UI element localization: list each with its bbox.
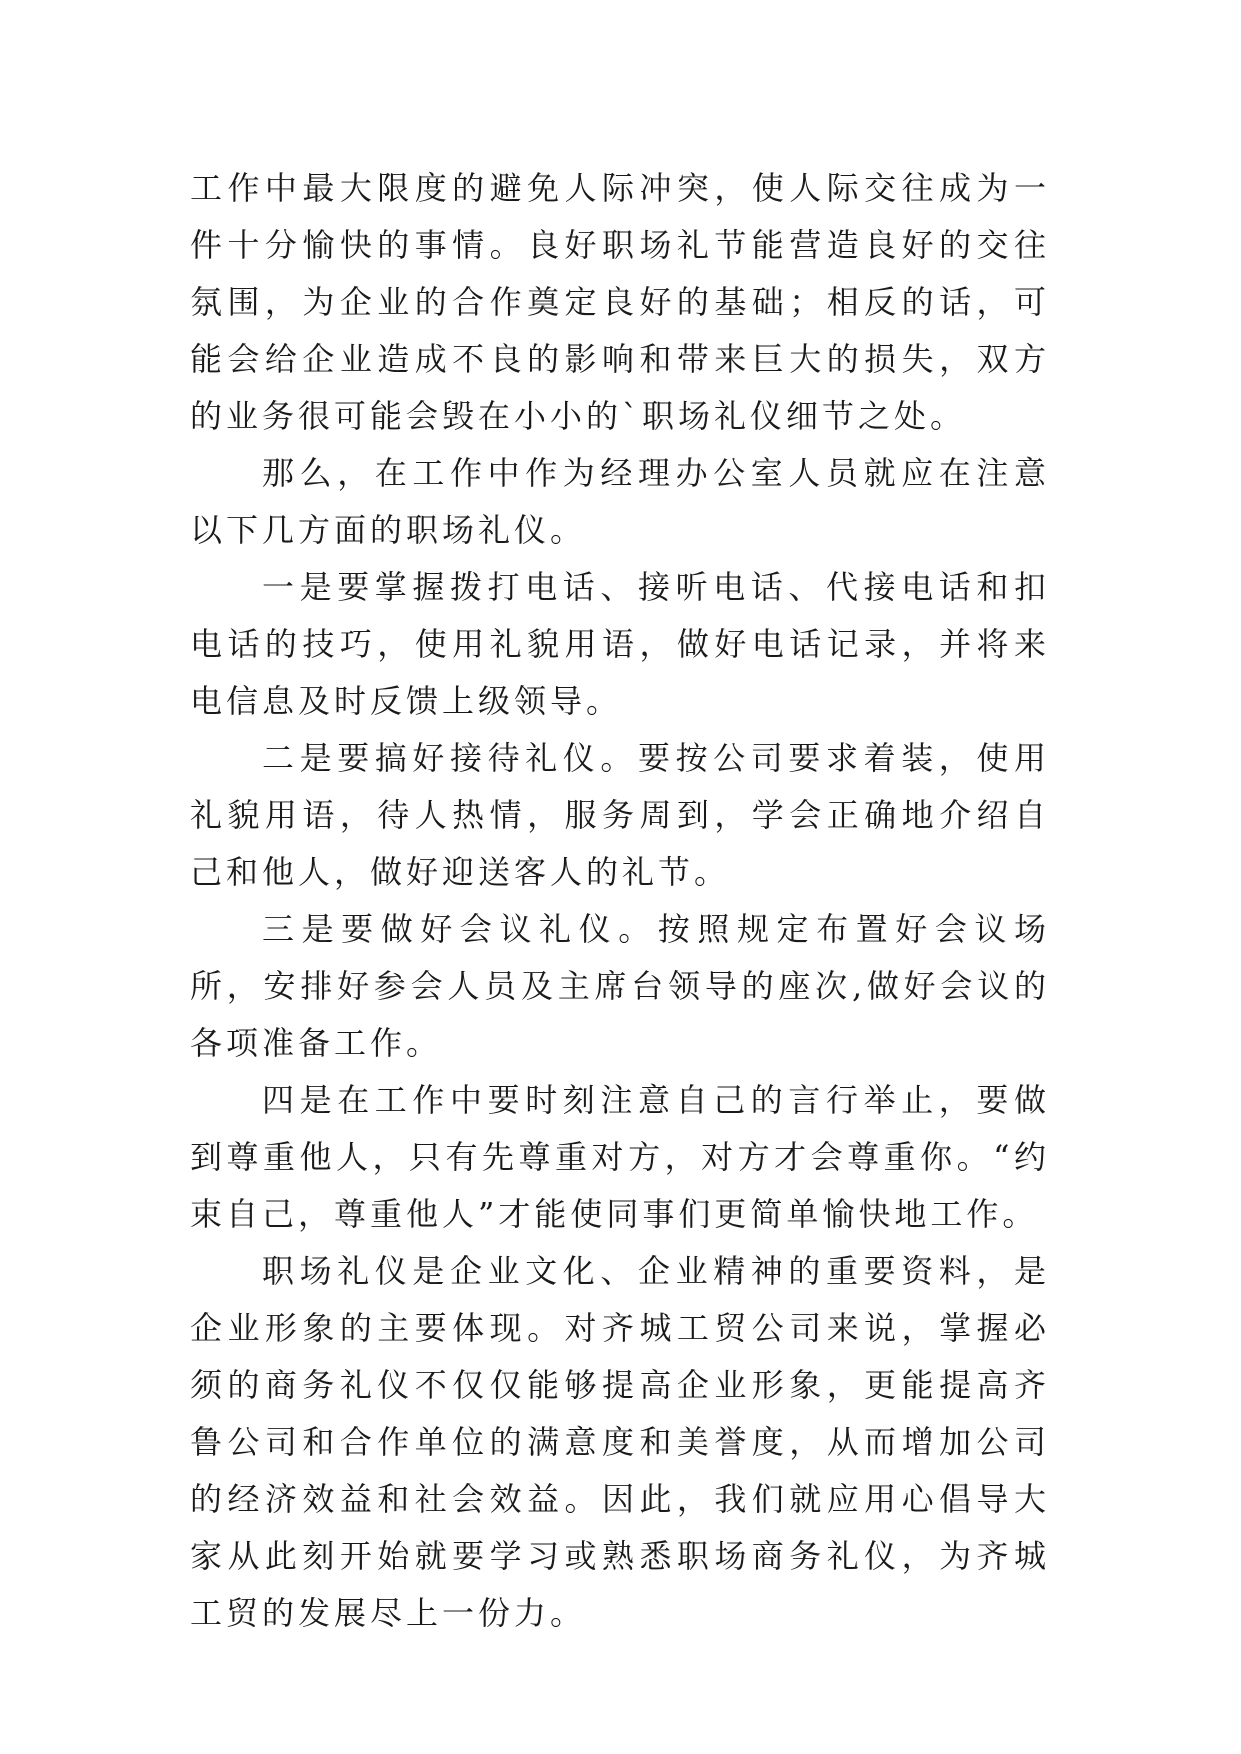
paragraph-meeting-etiquette: 三是要做好会议礼仪。按照规定布置好会议场所，安排好参会人员及主席台领导的座次,做好会议的各项准备工作。: [190, 910, 1050, 1062]
document-body: [190, 160, 1050, 1642]
paragraph-phone-etiquette: 一是要掌握拨打电话、接听电话、代接电话和扣电话的技巧，使用礼貌用语，做好电话记录，并将来电信息及时反馈上级领导。: [190, 568, 1050, 720]
paragraph-continuation: 工作中最大限度的避免人际冲突，使人际交往成为一件十分愉快的事情。良好职场礼节能营造良好的交往氛围，为企业的合作奠定良好的基础；相反的话，可能会给企业造成不良的影响和带来巨大的损失，双方的业务很可能会毁在小小的`职场礼仪细节之处。: [190, 169, 1050, 435]
paragraph-conduct: 四是在工作中要时刻注意自己的言行举止，要做到尊重他人，只有先尊重对方，对方才会尊重你。“约束自己，尊重他人”才能使同事们更简单愉快地工作。: [190, 1081, 1050, 1233]
paragraph-conclusion: 职场礼仪是企业文化、企业精神的重要资料，是企业形象的主要体现。对齐城工贸公司来说，掌握必须的商务礼仪不仅仅能够提高企业形象，更能提高齐鲁公司和合作单位的满意度和美誉度，从而增加公司的经济效益和社会效益。因此，我们就应用心倡导大家从此刻开始就要学习或熟悉职场商务礼仪，为齐城工贸的发展尽上一份力。: [190, 1252, 1050, 1632]
paragraph-reception-etiquette: 二是要搞好接待礼仪。要按公司要求着装，使用礼貌用语，待人热情，服务周到，学会正确地介绍自己和他人，做好迎送客人的礼节。: [190, 739, 1050, 891]
paragraph-intro: 那么，在工作中作为经理办公室人员就应在注意以下几方面的职场礼仪。: [190, 454, 1050, 549]
